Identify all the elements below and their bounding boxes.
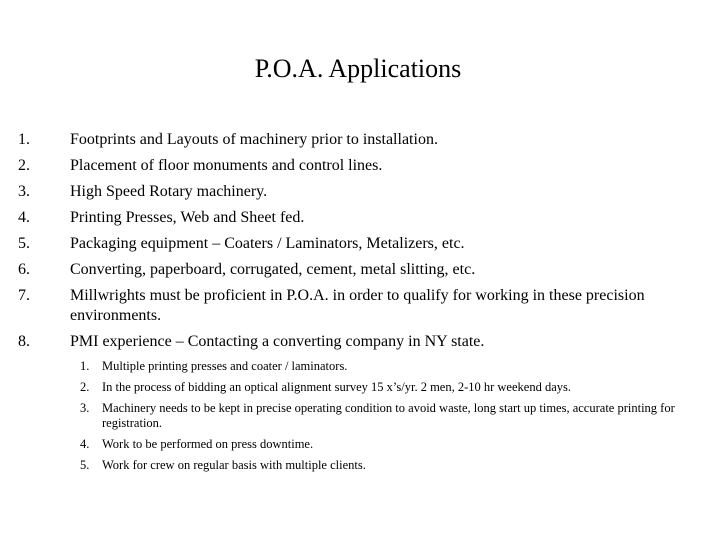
list-item bbox=[18, 182, 698, 202]
list-item-text: Footprints and Layouts of machinery prior to installation. bbox=[70, 131, 438, 148]
sub-list-item-text: Multiple printing presses and coater / laminators. bbox=[102, 359, 348, 373]
list-item-text: Millwrights must be proficient in P.O.A. in order to qualify for working in these precision environments. bbox=[70, 287, 645, 324]
slide-title: P.O.A. Applications bbox=[254, 54, 462, 83]
sub-list-item-number: 4. bbox=[80, 437, 90, 451]
sub-list-item-number: 2. bbox=[80, 380, 90, 394]
sub-list-item bbox=[80, 359, 690, 374]
list-item-text: Converting, paperboard, corrugated, cement, metal slitting, etc. bbox=[70, 261, 476, 278]
sub-list-item bbox=[80, 458, 690, 473]
list-item bbox=[18, 286, 698, 326]
list-item-number: 7. bbox=[18, 287, 30, 304]
sub-list-item-text: In the process of bidding an optical alignment survey 15 x’s/yr. 2 men, 2-10 hr weekend days. bbox=[102, 380, 571, 394]
sub-list-item bbox=[80, 401, 690, 431]
list-item bbox=[18, 332, 698, 352]
list-item-text: High Speed Rotary machinery. bbox=[70, 183, 268, 200]
list-item-text: Printing Presses, Web and Sheet fed. bbox=[70, 209, 305, 226]
list-item-number: 4. bbox=[18, 209, 30, 226]
sub-list-item bbox=[80, 380, 690, 395]
list-item-number: 1. bbox=[18, 131, 30, 148]
sub-list-item-text: Machinery needs to be kept in precise operating condition to avoid waste, long start up times, accurate printing for registration. bbox=[102, 401, 675, 430]
list-item-number: 2. bbox=[18, 157, 30, 174]
sub-list-item-text: Work for crew on regular basis with multiple clients. bbox=[102, 458, 366, 472]
main-list bbox=[18, 130, 698, 358]
list-item-number: 5. bbox=[18, 235, 30, 252]
list-item bbox=[18, 130, 698, 150]
sub-list-item-number: 1. bbox=[80, 359, 90, 373]
list-item-number: 3. bbox=[18, 183, 30, 200]
list-item-text: Placement of floor monuments and control lines. bbox=[70, 157, 383, 174]
list-item-text: Packaging equipment – Coaters / Laminators, Metalizers, etc. bbox=[70, 235, 465, 252]
sub-list-item bbox=[80, 437, 690, 452]
list-item bbox=[18, 156, 698, 176]
list-item bbox=[18, 260, 698, 280]
sub-list-item-text: Work to be performed on press downtime. bbox=[102, 437, 314, 451]
list-item-text: PMI experience – Contacting a converting company in NY state. bbox=[70, 333, 485, 350]
list-item-number: 8. bbox=[18, 333, 30, 350]
list-item-number: 6. bbox=[18, 261, 30, 278]
list-item bbox=[18, 208, 698, 228]
sub-list bbox=[80, 359, 690, 479]
list-item bbox=[18, 234, 698, 254]
sub-list-item-number: 5. bbox=[80, 458, 90, 472]
sub-list-item-number: 3. bbox=[80, 401, 90, 415]
